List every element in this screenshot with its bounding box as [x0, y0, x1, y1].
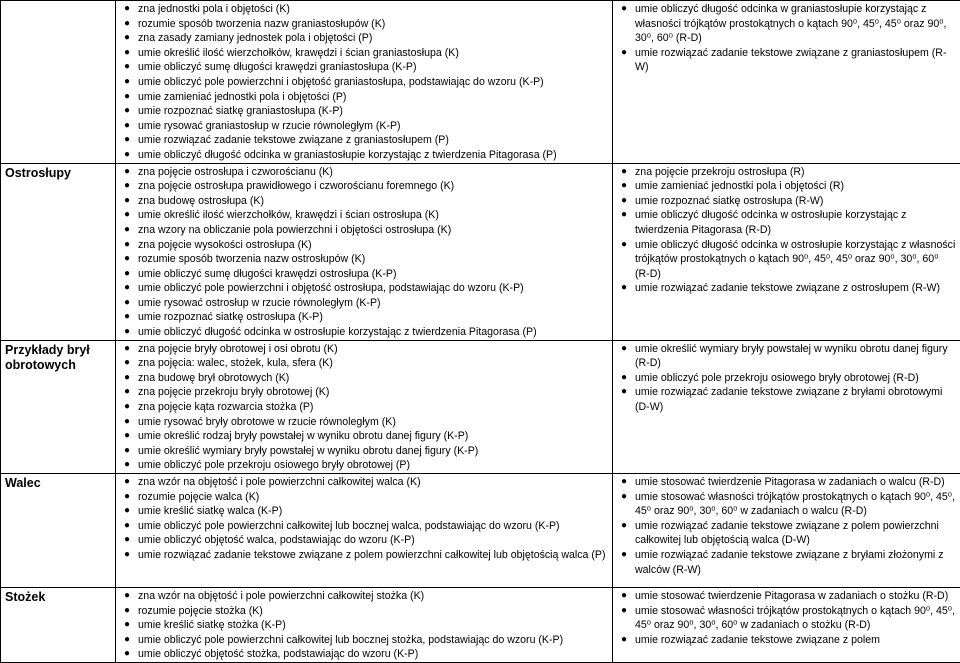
list-item — [116, 267, 612, 282]
bullet-icon: ● — [124, 647, 130, 662]
table-body — [1, 1, 960, 663]
list-item — [116, 548, 612, 563]
list-item — [116, 310, 612, 325]
requirement-text: umie obliczyć pole powierzchni i objętość graniastosłupa, podstawiając do wzoru (K-P) — [138, 76, 544, 88]
list-item — [613, 281, 960, 296]
requirement-text: umie rozwiązać zadanie tekstowe związane z ostrosłupem (R-W) — [635, 282, 940, 294]
list-item — [116, 633, 612, 648]
bullet-icon: ● — [124, 223, 130, 238]
bullet-icon: ● — [124, 281, 130, 296]
bullet-icon: ● — [124, 208, 130, 223]
requirement-text: umie określić ilość wierzchołków, krawędzi i ścian graniastosłupa (K) — [138, 47, 459, 59]
requirement-text: umie rozwiązać zadanie tekstowe związane z graniastosłupem (P) — [138, 134, 449, 146]
list-item — [116, 252, 612, 267]
requirements-list — [116, 341, 612, 473]
bullet-icon: ● — [124, 490, 130, 505]
requirement-text: umie określić ilość wierzchołków, krawędzi i ścian ostrosłupa (K) — [138, 209, 439, 221]
requirement-text: zna pojęcie bryły obrotowej i osi obrotu (K) — [138, 343, 338, 355]
requirement-text: umie zamieniać jednostki pola i objętości (P) — [138, 91, 346, 103]
list-item — [116, 148, 612, 163]
requirement-text: umie obliczyć pole powierzchni całkowitej lub bocznej walca, podstawiając do wzoru (K-P) — [138, 520, 560, 532]
bullet-icon: ● — [621, 589, 627, 604]
extended-requirements-cell — [613, 474, 960, 588]
bullet-icon: ● — [124, 148, 130, 163]
list-item — [613, 633, 960, 648]
list-item — [116, 179, 612, 194]
list-item — [116, 281, 612, 296]
requirement-text: umie rozpoznać siatkę ostrosłupa (R-W) — [635, 195, 823, 207]
extended-requirements-cell — [613, 163, 960, 340]
requirement-text: umie rozwiązać zadanie tekstowe związane z polem powierzchni całkowitej lub objętością walca (D-W) — [635, 520, 939, 547]
bullet-icon: ● — [621, 238, 627, 253]
list-item — [116, 400, 612, 415]
bullet-icon: ● — [124, 267, 130, 282]
bullet-icon: ● — [124, 589, 130, 604]
list-item — [613, 179, 960, 194]
bullet-icon: ● — [124, 119, 130, 134]
bullet-icon: ● — [124, 444, 130, 459]
list-item — [116, 490, 612, 505]
bullet-icon: ● — [124, 429, 130, 444]
bullet-icon: ● — [124, 385, 130, 400]
requirement-text: zna wzory na obliczanie pola powierzchni i objętości ostrosłupa (K) — [138, 224, 451, 236]
requirement-text: umie rozwiązać zadanie tekstowe związane z polem — [635, 634, 880, 646]
topic-cell — [1, 1, 116, 164]
table-row — [1, 474, 960, 588]
requirement-text: umie określić rodzaj bryły powstałej w wyniku obrotu danej figury (K-P) — [138, 430, 468, 442]
bullet-icon: ● — [124, 618, 130, 633]
bullet-icon: ● — [124, 458, 130, 473]
list-item — [116, 647, 612, 662]
list-item — [116, 2, 612, 17]
basic-requirements-cell — [116, 474, 613, 588]
bullet-icon: ● — [621, 208, 627, 223]
bullet-icon: ● — [124, 548, 130, 563]
requirement-text: umie rysować ostrosłup w rzucie równoległym (K-P) — [138, 297, 381, 309]
requirement-text: zna pojęcie ostrosłupa prawidłowego i czworościanu foremnego (K) — [138, 180, 454, 192]
list-item — [116, 119, 612, 134]
bullet-icon: ● — [124, 310, 130, 325]
bullet-icon: ● — [124, 371, 130, 386]
requirement-text: umie zamieniać jednostki pola i objętości (R) — [635, 180, 844, 192]
list-item — [613, 2, 960, 46]
bullet-icon: ● — [621, 490, 627, 505]
requirement-text: umie obliczyć pole przekroju osiowego bryły obrotowej (P) — [138, 459, 410, 471]
bullet-icon: ● — [621, 165, 627, 180]
requirement-text: umie obliczyć długość odcinka w graniastosłupie korzystając z twierdzenia Pitagorasa (P) — [138, 149, 557, 161]
bullet-icon: ● — [124, 356, 130, 371]
bullet-icon: ● — [621, 281, 627, 296]
requirement-text: umie rozwiązać zadanie tekstowe związane z polem powierzchni całkowitej lub objętością walca (P) — [138, 549, 606, 561]
extended-requirements-cell — [613, 588, 960, 663]
requirement-text: rozumie pojęcie stożka (K) — [138, 605, 263, 617]
list-item — [116, 104, 612, 119]
bullet-icon: ● — [124, 60, 130, 75]
list-item — [116, 75, 612, 90]
requirement-text: umie rysować bryły obrotowe w rzucie równoległym (K) — [138, 416, 396, 428]
list-item — [116, 223, 612, 238]
requirement-text: zna budowę ostrosłupa (K) — [138, 195, 264, 207]
bullet-icon: ● — [621, 519, 627, 534]
list-item — [116, 325, 612, 340]
basic-requirements-cell — [116, 163, 613, 340]
bullet-icon: ● — [124, 342, 130, 357]
list-item — [116, 194, 612, 209]
requirements-list — [613, 164, 960, 296]
list-item — [116, 238, 612, 253]
requirement-text: umie określić wymiary bryły powstałej w wyniku obrotu danej figury (K-P) — [138, 445, 478, 457]
topic-cell: Przykłady brył obrotowych — [1, 340, 116, 473]
requirement-text: umie obliczyć sumę długości krawędzi graniastosłupa (K-P) — [138, 61, 417, 73]
bullet-icon: ● — [124, 46, 130, 61]
requirement-text: umie stosować twierdzenie Pitagorasa w zadaniach o walcu (R-D) — [635, 476, 945, 488]
bullet-icon: ● — [124, 17, 130, 32]
basic-requirements-cell — [116, 588, 613, 663]
basic-requirements-cell — [116, 1, 613, 164]
bullet-icon: ● — [621, 342, 627, 357]
bullet-icon: ● — [621, 548, 627, 563]
requirement-text: umie rysować graniastosłup w rzucie równoległym (K-P) — [138, 120, 401, 132]
requirements-list — [613, 474, 960, 577]
bullet-icon: ● — [124, 31, 130, 46]
requirement-text: umie kreślić siatkę walca (K-P) — [138, 505, 282, 517]
list-item — [116, 385, 612, 400]
table-row — [1, 1, 960, 164]
requirement-text: zna wzór na objętość i pole powierzchni całkowitej stożka (K) — [138, 590, 424, 602]
requirement-text: umie obliczyć objętość walca, podstawiając do wzoru (K-P) — [138, 534, 415, 546]
requirement-text: umie obliczyć sumę długości krawędzi ostrosłupa (K-P) — [138, 268, 396, 280]
list-item — [116, 444, 612, 459]
requirement-text: umie rozwiązać zadanie tekstowe związane z graniastosłupem (R-W) — [635, 47, 946, 74]
list-item — [613, 589, 960, 604]
basic-requirements-cell — [116, 340, 613, 473]
list-item — [613, 519, 960, 548]
requirements-list — [613, 1, 960, 75]
bullet-icon: ● — [124, 194, 130, 209]
topic-cell: Ostrosłupy — [1, 163, 116, 340]
bullet-icon: ● — [124, 165, 130, 180]
bullet-icon: ● — [621, 2, 627, 17]
requirement-text: umie obliczyć pole powierzchni i objętość ostrosłupa, podstawiając do wzoru (K-P) — [138, 282, 524, 294]
requirement-text: zna pojęcie wysokości ostrosłupa (K) — [138, 239, 312, 251]
list-item — [116, 208, 612, 223]
list-item — [116, 429, 612, 444]
list-item — [613, 548, 960, 577]
list-item — [613, 165, 960, 180]
requirement-text: umie rozpoznać siatkę ostrosłupa (K-P) — [138, 311, 323, 323]
extended-requirements-cell — [613, 340, 960, 473]
bullet-icon: ● — [621, 385, 627, 400]
list-item — [116, 475, 612, 490]
requirement-text: umie kreślić siatkę stożka (K-P) — [138, 619, 286, 631]
requirement-text: umie stosować twierdzenie Pitagorasa w zadaniach o stożku (R-D) — [635, 590, 948, 602]
requirements-list — [116, 1, 612, 163]
requirement-text: rozumie pojęcie walca (K) — [138, 491, 259, 503]
requirement-text: umie obliczyć długość odcinka w ostrosłupie korzystając z twierdzenia Pitagorasa (R-D) — [635, 209, 906, 236]
list-item — [116, 618, 612, 633]
requirement-text: zna zasady zamiany jednostek pola i objętości (P) — [138, 32, 372, 44]
bullet-icon: ● — [124, 133, 130, 148]
list-item — [613, 194, 960, 209]
list-item — [116, 519, 612, 534]
requirement-text: umie obliczyć pole przekroju osiowego bryły obrotowej (R-D) — [635, 372, 919, 384]
bullet-icon: ● — [621, 179, 627, 194]
bullet-icon: ● — [124, 179, 130, 194]
bullet-icon: ● — [124, 90, 130, 105]
requirement-text: umie obliczyć długość odcinka w ostrosłupie korzystając z własności trójkątów prostokątnych o kątach 90⁰, 45⁰, 45⁰ oraz 90⁰, 30⁰, 60⁰ (R-D) — [635, 239, 955, 280]
bullet-icon: ● — [621, 371, 627, 386]
list-item — [116, 296, 612, 311]
requirement-text: umie stosować własności trójkątów prostokątnych o kątach 90⁰, 45⁰, 45⁰ oraz 90⁰, 30⁰, 60⁰ w zadaniach o walcu (R-D) — [635, 491, 955, 518]
bullet-icon: ● — [124, 75, 130, 90]
list-item — [116, 371, 612, 386]
requirement-text: umie obliczyć długość odcinka w graniastosłupie korzystając z własności trójkątów prostokątnych o kątach 90⁰, 45⁰, 45⁰ oraz 90⁰, 30⁰, 60⁰ (R-D) — [635, 3, 946, 44]
requirement-text: zna pojęcie kąta rozwarcia stożka (P) — [138, 401, 313, 413]
requirement-text: umie obliczyć objętość stożka, podstawiając do wzoru (K-P) — [138, 648, 418, 660]
bullet-icon: ● — [124, 604, 130, 619]
extended-requirements-cell — [613, 1, 960, 164]
list-item — [116, 165, 612, 180]
requirement-text: umie stosować własności trójkątów prostokątnych o kątach 90⁰, 45⁰, 45⁰ oraz 90⁰, 30⁰, 60⁰ w zadaniach o stożku (R-D) — [635, 605, 955, 632]
bullet-icon: ● — [124, 2, 130, 17]
list-item — [116, 604, 612, 619]
bullet-icon: ● — [124, 325, 130, 340]
topic-cell: Walec — [1, 474, 116, 588]
requirement-text: rozumie sposób tworzenia nazw graniastosłupów (K) — [138, 18, 385, 30]
bullet-icon: ● — [621, 475, 627, 490]
list-item — [613, 342, 960, 371]
list-item — [116, 133, 612, 148]
list-item — [613, 238, 960, 282]
bullet-icon: ● — [124, 296, 130, 311]
topic-cell: Stożek — [1, 588, 116, 663]
bullet-icon: ● — [621, 633, 627, 648]
list-item — [613, 385, 960, 414]
list-item — [116, 31, 612, 46]
requirement-text: umie określić wymiary bryły powstałej w wyniku obrotu danej figury (R-D) — [635, 343, 948, 370]
list-item — [116, 504, 612, 519]
list-item — [613, 475, 960, 490]
requirements-list — [613, 588, 960, 647]
list-item — [116, 90, 612, 105]
list-item — [116, 17, 612, 32]
requirements-list — [116, 588, 612, 662]
bullet-icon: ● — [621, 194, 627, 209]
list-item — [116, 46, 612, 61]
requirement-text: zna jednostki pola i objętości (K) — [138, 3, 290, 15]
requirement-text: umie obliczyć długość odcinka w ostrosłupie korzystając z twierdzenia Pitagorasa (P) — [138, 326, 537, 338]
list-item — [116, 415, 612, 430]
requirement-text: zna pojęcia: walec, stożek, kula, sfera (K) — [138, 357, 333, 369]
requirement-text: rozumie sposób tworzenia nazw ostrosłupów (K) — [138, 253, 365, 265]
bullet-icon: ● — [124, 415, 130, 430]
requirement-text: zna pojęcie przekroju ostrosłupa (R) — [635, 166, 805, 178]
list-item — [613, 371, 960, 386]
bullet-icon: ● — [124, 252, 130, 267]
bullet-icon: ● — [124, 533, 130, 548]
bullet-icon: ● — [124, 104, 130, 119]
requirement-text: zna pojęcie ostrosłupa i czworościanu (K) — [138, 166, 333, 178]
requirement-text: umie rozpoznać siatkę graniastosłupa (K-P) — [138, 105, 343, 117]
bullet-icon: ● — [621, 46, 627, 61]
table-row — [1, 163, 960, 340]
requirements-list — [613, 341, 960, 415]
list-item — [613, 208, 960, 237]
requirements-list — [116, 164, 612, 340]
list-item — [613, 46, 960, 75]
bullet-icon: ● — [621, 604, 627, 619]
table-row — [1, 340, 960, 473]
requirement-text: umie obliczyć pole powierzchni całkowitej lub bocznej stożka, podstawiając do wzoru (K-P) — [138, 634, 563, 646]
list-item — [116, 533, 612, 548]
requirement-text: umie rozwiązać zadanie tekstowe związane z bryłami złożonymi z walców (R-W) — [635, 549, 944, 576]
list-item — [613, 604, 960, 633]
list-item — [116, 60, 612, 75]
list-item — [116, 342, 612, 357]
bullet-icon: ● — [124, 633, 130, 648]
requirement-text: zna budowę brył obrotowych (K) — [138, 372, 289, 384]
list-item — [116, 458, 612, 473]
requirement-text: zna wzór na objętość i pole powierzchni całkowitej walca (K) — [138, 476, 421, 488]
requirement-text: zna pojęcie przekroju bryły obrotowej (K) — [138, 386, 329, 398]
list-item — [116, 589, 612, 604]
bullet-icon: ● — [124, 475, 130, 490]
bullet-icon: ● — [124, 504, 130, 519]
requirements-list — [116, 474, 612, 563]
table-row — [1, 588, 960, 663]
bullet-icon: ● — [124, 238, 130, 253]
bullet-icon: ● — [124, 400, 130, 415]
list-item — [613, 490, 960, 519]
list-item — [116, 356, 612, 371]
requirement-text: umie rozwiązać zadanie tekstowe związane z bryłami obrotowymi (D-W) — [635, 386, 942, 413]
bullet-icon: ● — [124, 519, 130, 534]
